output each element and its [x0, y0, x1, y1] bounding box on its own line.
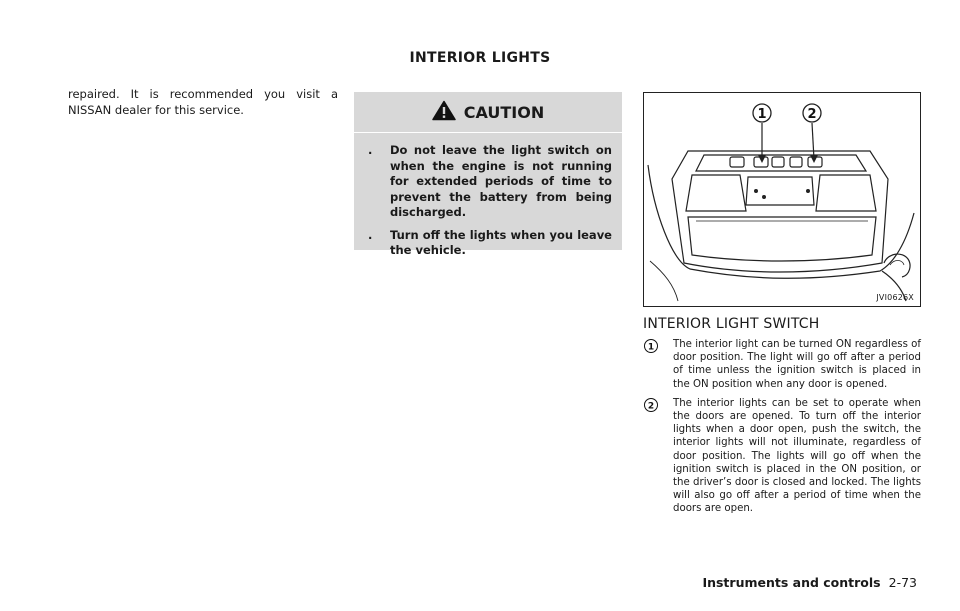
- caution-item-text: Turn off the lights when you leave the vehicle.: [390, 227, 612, 257]
- page-header: INTERIOR LIGHTS: [409, 50, 551, 66]
- item-number-2: 2: [647, 401, 655, 412]
- caution-box: [354, 92, 622, 257]
- caution-list: [354, 133, 622, 259]
- footer-section: Instruments and controls: [702, 575, 881, 590]
- callout-1-label: 1: [757, 107, 767, 122]
- warning-triangle-icon: [432, 100, 456, 125]
- caution-item: [368, 228, 612, 259]
- page-footer: [702, 575, 917, 590]
- page-number: 2-73: [888, 575, 917, 590]
- list-item: [643, 397, 921, 516]
- interior-light-illustration: [643, 92, 921, 307]
- item-text: The interior light can be turned ON regardless of door position. The light will go off after a period of time unless the ignition switch is placed in the ON position when any door is opened.: [673, 339, 921, 390]
- switch-description-list: [643, 338, 921, 522]
- callout-2-label: 2: [807, 107, 817, 122]
- item-text: The interior lights can be set to operate when the doors are opened. To turn off the interior lights when a door open, push the switch, the interior lights will not illuminate, regardless of door position. The lights will go off when the ignition switch is placed in the ON position, or the driver’s door is closed and locked. The lights will also go off after a period of time when the doors are open.: [673, 397, 921, 515]
- intro-paragraph: repaired. It is recommended you visit a NISSAN dealer for this service.: [68, 87, 338, 117]
- overhead-console-drawing: [644, 93, 920, 306]
- callout-2: [803, 104, 821, 122]
- caution-header: [354, 92, 622, 133]
- section-title: INTERIOR LIGHT SWITCH: [643, 316, 820, 332]
- callout-1: [753, 104, 771, 122]
- item-number-1-icon: [643, 338, 661, 354]
- caution-item-text: Do not leave the light switch on when the engine is not running for extended periods of time to prevent the battery from being discharged.: [390, 143, 612, 219]
- figure-code: JVI0626X: [876, 293, 914, 302]
- caution-bullet: .: [368, 143, 373, 157]
- caution-title: CAUTION: [463, 102, 545, 122]
- item-number-1: 1: [647, 342, 655, 353]
- caution-item: [368, 143, 612, 221]
- item-number-2-icon: [643, 397, 661, 413]
- list-item: [643, 338, 921, 391]
- caution-bullet: .: [368, 227, 373, 242]
